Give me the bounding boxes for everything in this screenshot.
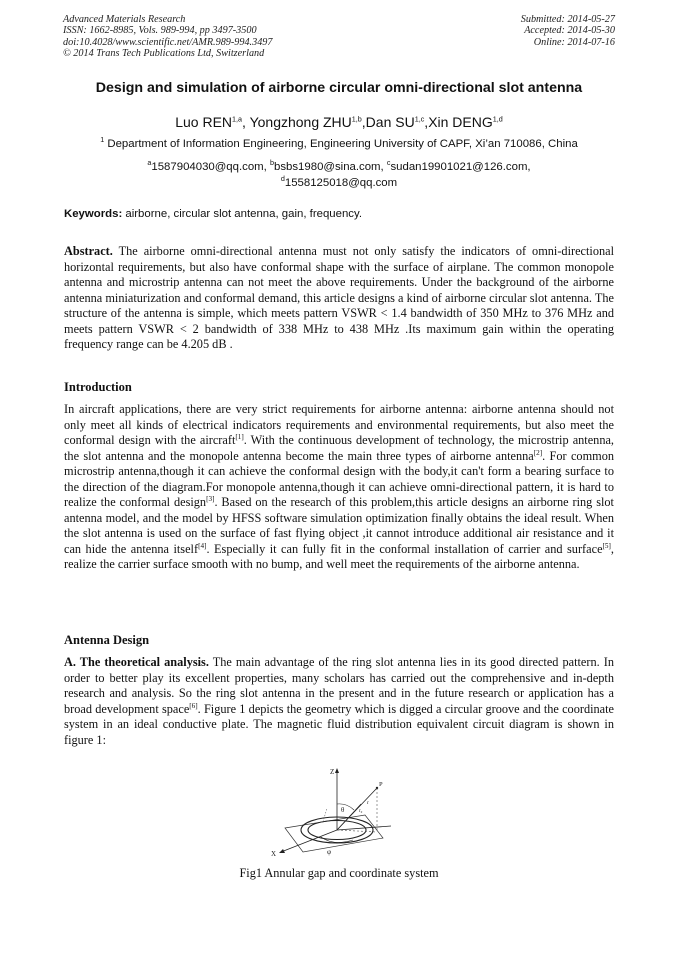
slot-field-mark: [323, 808, 327, 822]
abstract-paragraph: [64, 244, 614, 353]
keywords-label: Keywords:: [64, 208, 123, 220]
author-affiliation-mark: 1,c: [414, 114, 425, 124]
author-affiliation-mark: 1,b: [351, 114, 362, 124]
author-separator: ,: [424, 114, 429, 130]
author-separator: ,: [242, 114, 250, 130]
label-r0: r₀: [359, 809, 363, 814]
email-line-1: [0, 159, 678, 175]
author-emails: [0, 159, 678, 191]
accepted-date: Accepted: 2014-05-30: [524, 25, 615, 37]
author-affiliation-mark: 1,a: [232, 114, 243, 124]
author-name: Xin DENG: [428, 114, 493, 130]
author-separator: ,: [361, 114, 366, 130]
intro-text: . For common microstrip antenna,though it can achieve the conformal design with the body,it can't form a bearing surface to the direction of the diagram.For monopole antenna,though it can achieve omni-directional pattern, it is hard to realize the conformal design: [64, 448, 615, 510]
author-list: [0, 114, 678, 130]
email-a: 1587904030@qq.com,: [151, 161, 270, 173]
citation-ref: [5]: [602, 541, 611, 550]
email-mark: d: [280, 174, 285, 184]
label-x: X: [271, 850, 277, 858]
affiliation-mark: 1: [100, 135, 105, 145]
subsection-label: A. The theoretical analysis.: [64, 655, 209, 669]
email-d: 1558125018@qq.com: [284, 177, 398, 189]
email-line-2: [0, 175, 678, 191]
citation-ref: [3]: [206, 495, 215, 504]
introduction-paragraph: [64, 402, 614, 573]
journal-issn: ISSN: 1662-8985, Vols. 989-994, pp 3497-3500: [63, 25, 257, 37]
author-name: Dan SU: [365, 114, 415, 130]
author-affiliation-mark: 1,d: [492, 114, 503, 124]
intro-text: . Especially it can fully fit in the conformal installation of carrier and surface: [206, 541, 603, 556]
z-axis-arrow: [335, 768, 339, 773]
author-name: Luo REN: [175, 114, 233, 130]
email-mark: b: [270, 158, 274, 168]
design-text: The main advantage of the ring slot antenna lies in its good directed pattern. In order to better play its excellent properties, many scholars has carried out the comprehensive and in-depth research and analysis. So the ring slot antenna in the present and in the future research or application has a broad development space: [64, 655, 614, 716]
label-p: P: [379, 781, 383, 788]
date-meta: [521, 14, 615, 48]
journal-doi: doi:10.4028/www.scientific.net/AMR.989-994.3497: [63, 36, 273, 48]
label-z: Z: [330, 768, 335, 776]
intro-text: , realize the carrier surface smooth with no bump, and well meet the requirements of the airborne antenna.: [64, 541, 614, 572]
keywords-text: airborne, circular slot antenna, gain, frequency.: [122, 208, 362, 220]
journal-meta: [63, 14, 272, 60]
citation-ref: [6]: [189, 701, 198, 710]
label-r: r: [367, 800, 369, 806]
journal-copyright: © 2014 Trans Tech Publications Ltd, Switzerland: [63, 48, 265, 60]
paper-title: Design and simulation of airborne circular omni-directional slot antenna: [95, 80, 583, 96]
antenna-design-heading: Antenna Design: [64, 633, 150, 647]
keywords: [64, 208, 362, 220]
annular-gap-figure: [255, 760, 405, 865]
theta-arc: [337, 804, 354, 810]
intro-text: In aircraft applications, there are very strict requirements for airborne antenna: airborne antenna should not only meet all kinds of electrical indicators requirements and environmental requirements, but also meet the conformal design with the aircraft: [64, 402, 614, 448]
affiliation: [0, 135, 678, 150]
online-date: Online: 2014-07-16: [533, 36, 615, 48]
projection-base: [337, 830, 377, 832]
abstract-text: The airborne omni-directional antenna must not only satisfy the indicators of omni-directional horizontal requirements, but also have conformal shape with the surface of airplane. The common monopole antenna and microstrip antenna can not meet the above requirements. Under the background of the airborne antenna miniaturization and conformal demand, this article designs a kind of airborne circular slot antenna. The structure of the antenna is simple, which meets pattern VSWR < 1.4 bandwidth of 350 MHz to 376 MHz and meets pattern VSWR < 2 bandwidth of 338 MHz to 438 MHz .Its maximum gain within the operating frequency range can be 4.205 dB .: [64, 244, 614, 352]
journal-name: Advanced Materials Research: [63, 14, 186, 25]
abstract-label: Abstract.: [64, 244, 113, 258]
email-mark: c: [386, 158, 391, 168]
affiliation-text: Department of Information Engineering, Engineering University of CAPF, Xi’an 710086, China: [104, 138, 578, 150]
design-text: . Figure 1 depicts the geometry which is digged a circular groove and the coordinate system in an ideal conductive plate. The magnetic fluid distribution equivalent circuit diagram is shown in figure 1:: [64, 701, 614, 747]
antenna-design-paragraph: [64, 655, 614, 748]
introduction-heading: Introduction: [64, 380, 132, 394]
citation-ref: [4]: [198, 541, 207, 550]
figure-caption: Fig1 Annular gap and coordinate system: [239, 866, 439, 880]
citation-ref: [1]: [235, 433, 244, 441]
author-name: Yongzhong ZHU: [249, 114, 352, 130]
label-theta: θ: [341, 806, 345, 814]
submitted-date: Submitted: 2014-05-27: [520, 14, 615, 25]
email-b: bsbs1980@sina.com,: [274, 161, 387, 173]
label-phi: φ: [327, 848, 332, 856]
intro-text: . With the continuous development of technology, the microstrip antenna, the slot antenna and the monopole antenna become the main three types of airborne antenna: [64, 433, 615, 463]
email-mark: a: [147, 158, 152, 168]
email-c: sudan19901021@126.com,: [390, 161, 531, 173]
citation-ref: [2]: [533, 448, 543, 457]
intro-text: . Based on the research of this problem,this article designs an airborne ring slot antenna model, and the model by HFSS software simulation optimization finally obtains the ideal result. When the slot antenna is used on the surface of fast flying object ,it cannot introduce additional air resistance and it can hide the antenna itself: [64, 495, 614, 556]
